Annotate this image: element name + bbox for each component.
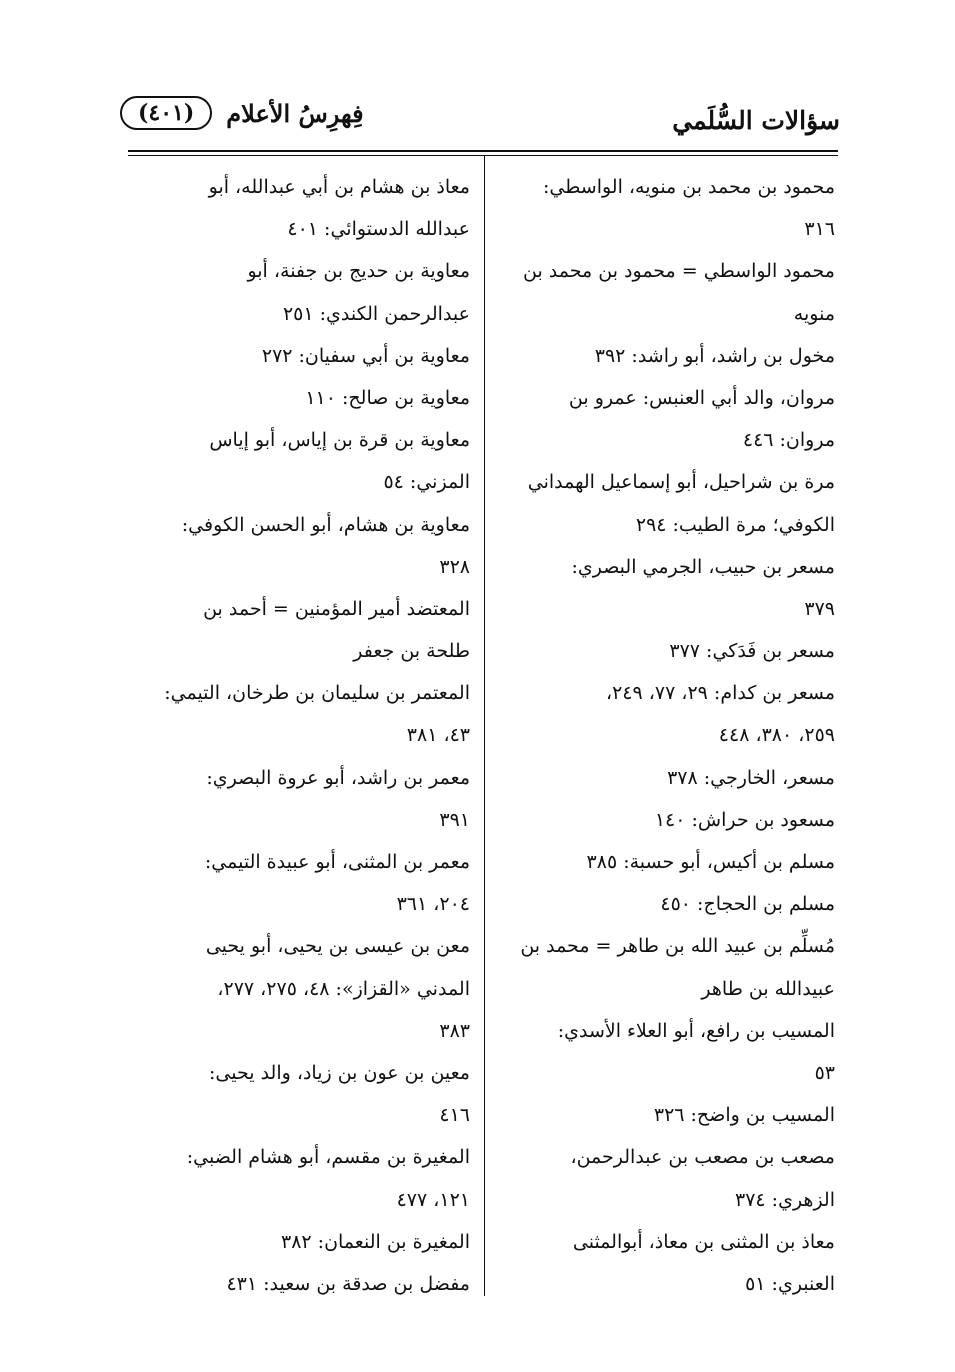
- index-line: ١٢١، ٤٧٧: [396, 1188, 470, 1211]
- index-title: فِهرِسُ الأعلام: [226, 98, 364, 128]
- index-line: ٢٥٩، ٣٨٠، ٤٤٨: [718, 724, 835, 747]
- page-header: [120, 96, 840, 148]
- index-line: الكوفي؛ مرة الطيب: ٢٩٤: [635, 513, 835, 536]
- index-line: المسيب بن واضح: ٣٢٦: [653, 1104, 835, 1127]
- index-line: مسعر بن فَدَكي: ٣٧٧: [669, 640, 835, 663]
- index-line: ٤٣، ٣٨١: [406, 724, 470, 747]
- index-line: مروان، والد أبي العنبس: عمرو بن: [568, 386, 835, 409]
- index-line: مُسلِّم بن عبيد الله بن طاهر = محمد بن: [520, 935, 835, 958]
- index-line: عبيدالله بن طاهر: [701, 977, 835, 1000]
- index-line: المغيرة بن مقسم، أبو هشام الضبي:: [186, 1146, 470, 1169]
- header-rule: [128, 150, 838, 152]
- index-line: معاذ بن هشام بن أبي عبدالله، أبو: [208, 176, 470, 198]
- page-number: (٤٠١): [120, 96, 212, 130]
- index-line: معاوية بن حديج بن جفنة، أبو: [247, 260, 470, 283]
- index-line: المعتمر بن سليمان بن طرخان، التيمي:: [164, 682, 470, 705]
- index-line: مرة بن شراحيل، أبو إسماعيل الهمداني: [527, 471, 835, 494]
- index-line: معن بن عيسى بن يحيى، أبو يحيى: [205, 935, 470, 958]
- index-line: مسعر، الخارجي: ٣٧٨: [667, 766, 835, 789]
- index-line: المعتضد أمير المؤمنين = أحمد بن: [203, 597, 470, 620]
- header-left: [120, 96, 364, 130]
- index-line: مخول بن راشد، أبو راشد: ٣٩٢: [594, 344, 835, 367]
- index-line: عبدالله الدستوائي: ٤٠١: [287, 218, 470, 241]
- index-line: معمر بن المثنى، أبو عبيدة التيمي:: [204, 851, 470, 873]
- index-line: معاوية بن قرة بن إياس، أبو إياس: [209, 429, 470, 452]
- index-line: ٣٩١: [439, 808, 470, 831]
- index-line: مسعر بن كدام: ٢٩، ٧٧، ٢٤٩،: [605, 682, 835, 705]
- index-line: العنبري: ٥١: [745, 1272, 835, 1295]
- index-line: معين بن عون بن زياد، والد يحيى:: [209, 1061, 470, 1084]
- index-line: مسلم بن أكيس، أبو حسبة: ٣٨٥: [586, 851, 835, 873]
- index-line: ٤١٦: [439, 1104, 470, 1127]
- index-line: معاذ بن المثنى بن معاذ، أبوالمثنى: [572, 1230, 835, 1253]
- index-line: مسعر بن حبيب، الجرمي البصري:: [571, 555, 835, 578]
- index-line: المزني: ٥٤: [383, 471, 470, 494]
- index-line: معاوية بن أبي سفيان: ٢٧٢: [261, 344, 470, 367]
- index-line: مصعب بن مصعب بن عبدالرحمن،: [570, 1146, 835, 1169]
- index-line: طلحة بن جعفر: [353, 640, 470, 663]
- index-line: مسلم بن الحجاج: ٤٥٠: [660, 893, 835, 916]
- index-line: ٣٧٩: [804, 597, 835, 620]
- column-divider: [484, 156, 485, 1296]
- index-line: ٥٣: [814, 1061, 835, 1084]
- left-column: [130, 166, 470, 1305]
- header-rule-thin: [128, 155, 838, 156]
- index-line: محمود بن محمد بن منويه، الواسطي:: [542, 176, 835, 198]
- right-column: [490, 166, 835, 1305]
- index-line: منويه: [793, 302, 835, 325]
- index-line: مسعود بن حراش: ١٤٠: [654, 808, 835, 831]
- index-line: ٢٠٤، ٣٦١: [396, 893, 470, 916]
- index-line: ٣١٦: [804, 218, 835, 241]
- index-line: الزهري: ٣٧٤: [735, 1188, 835, 1211]
- index-line: ٣٢٨: [439, 555, 470, 578]
- index-line: محمود الواسطي = محمود بن محمد بن: [523, 260, 835, 283]
- index-line: معمر بن راشد، أبو عروة البصري:: [206, 766, 470, 789]
- index-line: معاوية بن هشام، أبو الحسن الكوفي:: [181, 513, 470, 536]
- index-line: المغيرة بن النعمان: ٣٨٢: [281, 1230, 470, 1253]
- book-title: سؤالات السُّلَمي: [672, 106, 840, 135]
- index-line: مروان: ٤٤٦: [742, 429, 835, 452]
- index-line: مفضل بن صدقة بن سعيد: ٤٣١: [226, 1272, 470, 1295]
- index-line: المدني «القزاز»: ٤٨، ٢٧٥، ٢٧٧،: [217, 977, 470, 1000]
- index-line: المسيب بن رافع، أبو العلاء الأسدي:: [557, 1019, 835, 1042]
- index-line: عبدالرحمن الكندي: ٢٥١: [282, 302, 470, 325]
- index-line: ٣٨٣: [439, 1019, 470, 1042]
- index-line: معاوية بن صالح: ١١٠: [305, 386, 470, 409]
